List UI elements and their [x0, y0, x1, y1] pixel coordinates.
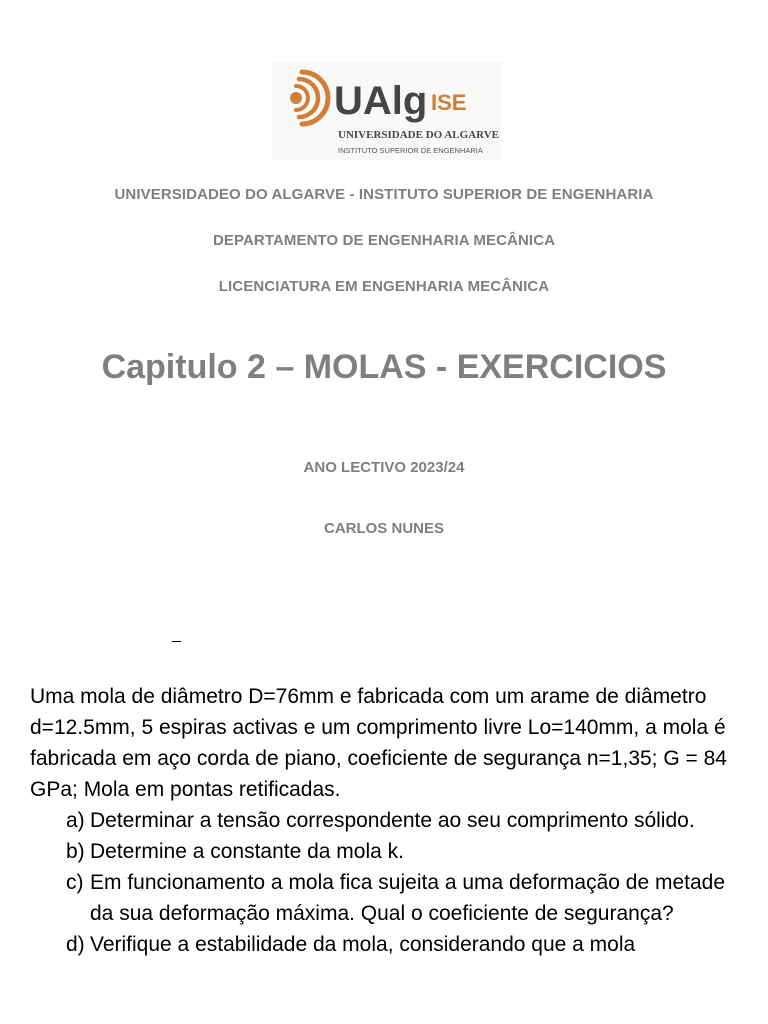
document-title: Capitulo 2 – MOLAS - EXERCICIOS	[101, 348, 667, 386]
item-text: Determine a constante da mola k.	[90, 840, 404, 863]
item-marker: a)	[66, 809, 85, 832]
item-marker: b)	[66, 840, 85, 863]
item-marker: d)	[66, 933, 85, 956]
author-name: CARLOS NUNES	[323, 520, 444, 537]
academic-year: ANO LECTIVO 2023/24	[303, 459, 465, 476]
logo-suffix-text: ISE	[431, 90, 467, 115]
stray-dash: _	[172, 626, 181, 643]
university-name: UNIVERSIDADEO DO ALGARVE - INSTITUTO SUPERIOR DE ENGENHARIA	[114, 186, 654, 203]
ualg-ise-logo	[272, 62, 502, 160]
problem-item-b	[30, 836, 740, 867]
department-name: DEPARTAMENTO DE ENGENHARIA MECÂNICA	[212, 232, 556, 249]
problem-statement: Uma mola de diâmetro D=76mm e fabricada com um arame de diâmetro d=12.5mm, 5 espiras activas e um comprimento livre Lo=140mm, a mola é fabricada em aço corda de piano, coeficiente de segurança n=1,35; G = 84 GPa; Mola em pontas retificadas.	[30, 685, 727, 801]
item-text: Verifique a estabilidade da mola, considerando que a mola	[90, 933, 636, 956]
logo-brand-text: UAlg	[334, 79, 428, 123]
logo-university-text: UNIVERSIDADE DO ALGARVE	[338, 129, 499, 141]
degree-name: LICENCIATURA EM ENGENHARIA MECÂNICA	[218, 278, 550, 295]
problem-item-a	[30, 805, 740, 836]
problem-item-c	[30, 867, 740, 929]
item-text: Determinar a tensão correspondente ao seu comprimento sólido.	[90, 809, 695, 832]
item-marker: c)	[66, 871, 84, 894]
item-text: Em funcionamento a mola fica sujeita a uma deformação de metade da sua deformação máxima. Qual o coeficiente de segurança?	[90, 871, 726, 925]
logo-institute-text: INSTITUTO SUPERIOR DE ENGENHARIA	[338, 146, 483, 155]
problem-item-d	[30, 929, 740, 960]
problem-items	[30, 805, 740, 960]
ualg-logo-graphic	[272, 62, 502, 160]
problem-block	[30, 681, 740, 960]
